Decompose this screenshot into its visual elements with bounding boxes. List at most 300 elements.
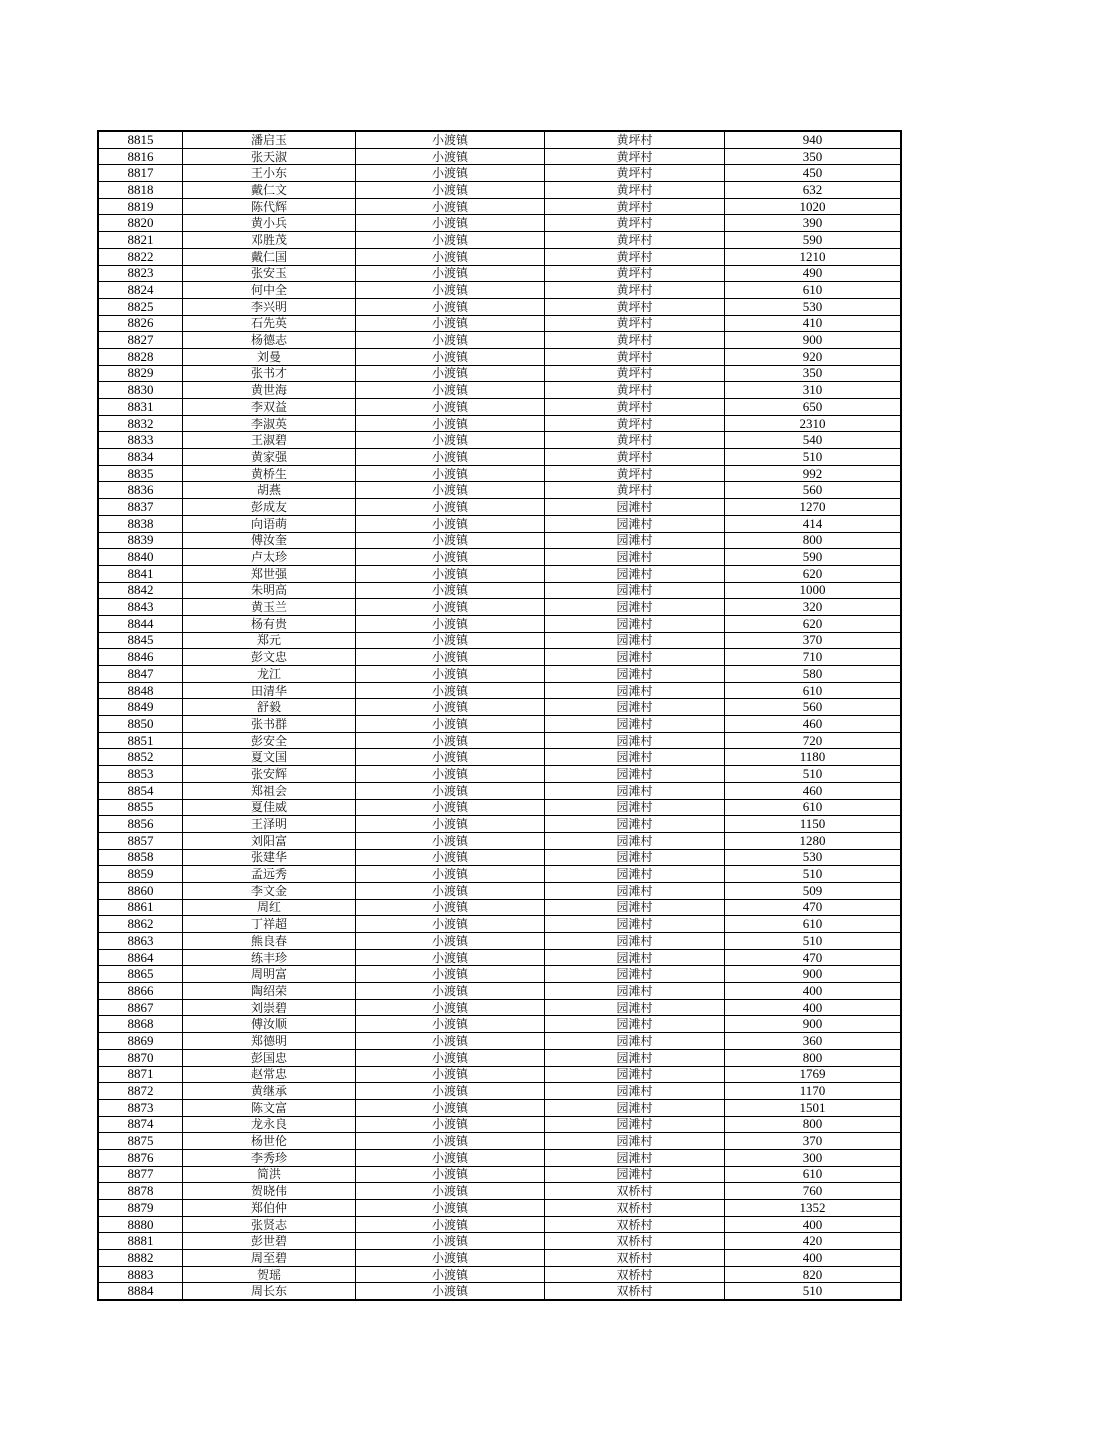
cell-name: 龙永良 bbox=[183, 1116, 356, 1133]
cell-amount: 940 bbox=[725, 131, 902, 148]
cell-village: 黄坪村 bbox=[545, 348, 725, 365]
table-row bbox=[98, 1183, 901, 1200]
cell-number: 8851 bbox=[98, 732, 183, 749]
cell-amount: 1020 bbox=[725, 198, 902, 215]
cell-name: 李文金 bbox=[183, 882, 356, 899]
cell-name: 黄家强 bbox=[183, 449, 356, 466]
cell-name: 何中全 bbox=[183, 282, 356, 299]
table-row bbox=[98, 415, 901, 432]
cell-name: 向语萌 bbox=[183, 515, 356, 532]
cell-town: 小渡镇 bbox=[356, 599, 545, 616]
cell-number: 8862 bbox=[98, 916, 183, 933]
cell-town: 小渡镇 bbox=[356, 382, 545, 399]
cell-village: 园滩村 bbox=[545, 949, 725, 966]
cell-village: 园滩村 bbox=[545, 549, 725, 566]
cell-village: 园滩村 bbox=[545, 933, 725, 950]
table-row bbox=[98, 899, 901, 916]
cell-number: 8858 bbox=[98, 849, 183, 866]
cell-name: 郑元 bbox=[183, 632, 356, 649]
cell-name: 刘曼 bbox=[183, 348, 356, 365]
cell-name: 石先英 bbox=[183, 315, 356, 332]
table-row bbox=[98, 265, 901, 282]
cell-village: 园滩村 bbox=[545, 899, 725, 916]
data-table bbox=[97, 130, 902, 1301]
cell-amount: 720 bbox=[725, 732, 902, 749]
cell-name: 彭安全 bbox=[183, 732, 356, 749]
cell-number: 8860 bbox=[98, 882, 183, 899]
cell-name: 黄世海 bbox=[183, 382, 356, 399]
cell-number: 8850 bbox=[98, 716, 183, 733]
cell-town: 小渡镇 bbox=[356, 866, 545, 883]
cell-village: 园滩村 bbox=[545, 682, 725, 699]
cell-name: 夏文国 bbox=[183, 749, 356, 766]
cell-number: 8854 bbox=[98, 782, 183, 799]
cell-number: 8833 bbox=[98, 432, 183, 449]
cell-town: 小渡镇 bbox=[356, 449, 545, 466]
table-row bbox=[98, 465, 901, 482]
table-row bbox=[98, 532, 901, 549]
cell-name: 简洪 bbox=[183, 1166, 356, 1183]
cell-village: 园滩村 bbox=[545, 866, 725, 883]
cell-town: 小渡镇 bbox=[356, 549, 545, 566]
cell-number: 8869 bbox=[98, 1033, 183, 1050]
cell-village: 园滩村 bbox=[545, 1033, 725, 1050]
cell-amount: 1501 bbox=[725, 1099, 902, 1116]
table-row bbox=[98, 966, 901, 983]
cell-town: 小渡镇 bbox=[356, 198, 545, 215]
cell-town: 小渡镇 bbox=[356, 1283, 545, 1300]
cell-name: 丁祥超 bbox=[183, 916, 356, 933]
cell-amount: 590 bbox=[725, 232, 902, 249]
cell-name: 王淑碧 bbox=[183, 432, 356, 449]
cell-amount: 450 bbox=[725, 165, 902, 182]
cell-number: 8846 bbox=[98, 649, 183, 666]
cell-village: 园滩村 bbox=[545, 832, 725, 849]
cell-name: 杨世伦 bbox=[183, 1133, 356, 1150]
cell-town: 小渡镇 bbox=[356, 148, 545, 165]
cell-village: 黄坪村 bbox=[545, 449, 725, 466]
cell-name: 张建华 bbox=[183, 849, 356, 866]
cell-village: 园滩村 bbox=[545, 615, 725, 632]
cell-town: 小渡镇 bbox=[356, 582, 545, 599]
cell-town: 小渡镇 bbox=[356, 1200, 545, 1217]
cell-town: 小渡镇 bbox=[356, 666, 545, 683]
cell-amount: 1000 bbox=[725, 582, 902, 599]
cell-number: 8875 bbox=[98, 1133, 183, 1150]
cell-town: 小渡镇 bbox=[356, 849, 545, 866]
cell-village: 园滩村 bbox=[545, 782, 725, 799]
cell-town: 小渡镇 bbox=[356, 632, 545, 649]
cell-name: 陈代辉 bbox=[183, 198, 356, 215]
cell-village: 黄坪村 bbox=[545, 232, 725, 249]
cell-name: 夏佳威 bbox=[183, 799, 356, 816]
cell-town: 小渡镇 bbox=[356, 749, 545, 766]
table-row bbox=[98, 232, 901, 249]
table-row bbox=[98, 1099, 901, 1116]
cell-name: 彭文忠 bbox=[183, 649, 356, 666]
cell-amount: 530 bbox=[725, 849, 902, 866]
cell-town: 小渡镇 bbox=[356, 1250, 545, 1267]
cell-village: 黄坪村 bbox=[545, 165, 725, 182]
cell-number: 8816 bbox=[98, 148, 183, 165]
cell-name: 舒毅 bbox=[183, 699, 356, 716]
table-row bbox=[98, 399, 901, 416]
cell-village: 园滩村 bbox=[545, 849, 725, 866]
table-body bbox=[98, 131, 901, 1300]
cell-number: 8857 bbox=[98, 832, 183, 849]
cell-name: 戴仁国 bbox=[183, 248, 356, 265]
cell-amount: 400 bbox=[725, 983, 902, 1000]
cell-number: 8859 bbox=[98, 866, 183, 883]
cell-village: 黄坪村 bbox=[545, 415, 725, 432]
cell-number: 8852 bbox=[98, 749, 183, 766]
cell-number: 8848 bbox=[98, 682, 183, 699]
cell-name: 黄桥生 bbox=[183, 465, 356, 482]
cell-amount: 800 bbox=[725, 1116, 902, 1133]
cell-amount: 530 bbox=[725, 298, 902, 315]
cell-number: 8826 bbox=[98, 315, 183, 332]
cell-town: 小渡镇 bbox=[356, 565, 545, 582]
cell-village: 黄坪村 bbox=[545, 148, 725, 165]
cell-village: 园滩村 bbox=[545, 565, 725, 582]
cell-number: 8819 bbox=[98, 198, 183, 215]
cell-town: 小渡镇 bbox=[356, 1149, 545, 1166]
cell-number: 8853 bbox=[98, 766, 183, 783]
cell-name: 练丰珍 bbox=[183, 949, 356, 966]
table-row bbox=[98, 933, 901, 950]
cell-number: 8818 bbox=[98, 182, 183, 199]
cell-village: 双桥村 bbox=[545, 1283, 725, 1300]
table-row bbox=[98, 432, 901, 449]
cell-town: 小渡镇 bbox=[356, 1033, 545, 1050]
cell-name: 黄小兵 bbox=[183, 215, 356, 232]
cell-number: 8839 bbox=[98, 532, 183, 549]
table-row bbox=[98, 1250, 901, 1267]
cell-village: 园滩村 bbox=[545, 799, 725, 816]
cell-amount: 820 bbox=[725, 1266, 902, 1283]
cell-town: 小渡镇 bbox=[356, 882, 545, 899]
cell-amount: 590 bbox=[725, 549, 902, 566]
cell-village: 园滩村 bbox=[545, 1149, 725, 1166]
cell-town: 小渡镇 bbox=[356, 1016, 545, 1033]
cell-village: 园滩村 bbox=[545, 649, 725, 666]
cell-village: 黄坪村 bbox=[545, 382, 725, 399]
cell-amount: 370 bbox=[725, 632, 902, 649]
cell-number: 8847 bbox=[98, 666, 183, 683]
cell-number: 8871 bbox=[98, 1066, 183, 1083]
cell-amount: 610 bbox=[725, 1166, 902, 1183]
cell-village: 园滩村 bbox=[545, 499, 725, 516]
table-row bbox=[98, 1233, 901, 1250]
cell-village: 园滩村 bbox=[545, 749, 725, 766]
cell-name: 傅汝顺 bbox=[183, 1016, 356, 1033]
cell-village: 园滩村 bbox=[545, 699, 725, 716]
cell-town: 小渡镇 bbox=[356, 499, 545, 516]
cell-town: 小渡镇 bbox=[356, 1133, 545, 1150]
cell-number: 8844 bbox=[98, 615, 183, 632]
cell-amount: 580 bbox=[725, 666, 902, 683]
cell-town: 小渡镇 bbox=[356, 165, 545, 182]
cell-amount: 509 bbox=[725, 882, 902, 899]
cell-number: 8872 bbox=[98, 1083, 183, 1100]
cell-name: 周长东 bbox=[183, 1283, 356, 1300]
cell-town: 小渡镇 bbox=[356, 999, 545, 1016]
table-row bbox=[98, 449, 901, 466]
cell-village: 黄坪村 bbox=[545, 465, 725, 482]
cell-village: 黄坪村 bbox=[545, 248, 725, 265]
cell-village: 园滩村 bbox=[545, 1066, 725, 1083]
cell-name: 张书群 bbox=[183, 716, 356, 733]
table-row bbox=[98, 248, 901, 265]
cell-town: 小渡镇 bbox=[356, 415, 545, 432]
cell-village: 双桥村 bbox=[545, 1216, 725, 1233]
table-row bbox=[98, 348, 901, 365]
cell-village: 园滩村 bbox=[545, 666, 725, 683]
cell-name: 陶绍荣 bbox=[183, 983, 356, 1000]
cell-name: 李双益 bbox=[183, 399, 356, 416]
cell-name: 王泽明 bbox=[183, 816, 356, 833]
cell-village: 黄坪村 bbox=[545, 198, 725, 215]
table-row bbox=[98, 1149, 901, 1166]
cell-name: 张安玉 bbox=[183, 265, 356, 282]
table-row bbox=[98, 332, 901, 349]
table-row bbox=[98, 1216, 901, 1233]
cell-amount: 610 bbox=[725, 682, 902, 699]
cell-amount: 360 bbox=[725, 1033, 902, 1050]
table-row bbox=[98, 1033, 901, 1050]
cell-number: 8829 bbox=[98, 365, 183, 382]
cell-number: 8876 bbox=[98, 1149, 183, 1166]
cell-town: 小渡镇 bbox=[356, 949, 545, 966]
cell-town: 小渡镇 bbox=[356, 1049, 545, 1066]
cell-name: 张贤志 bbox=[183, 1216, 356, 1233]
cell-town: 小渡镇 bbox=[356, 1216, 545, 1233]
cell-village: 园滩村 bbox=[545, 732, 725, 749]
cell-number: 8835 bbox=[98, 465, 183, 482]
cell-number: 8864 bbox=[98, 949, 183, 966]
cell-town: 小渡镇 bbox=[356, 248, 545, 265]
cell-town: 小渡镇 bbox=[356, 1183, 545, 1200]
cell-town: 小渡镇 bbox=[356, 365, 545, 382]
cell-number: 8849 bbox=[98, 699, 183, 716]
cell-town: 小渡镇 bbox=[356, 832, 545, 849]
cell-amount: 1270 bbox=[725, 499, 902, 516]
cell-village: 黄坪村 bbox=[545, 298, 725, 315]
cell-number: 8877 bbox=[98, 1166, 183, 1183]
cell-amount: 620 bbox=[725, 615, 902, 632]
cell-amount: 1170 bbox=[725, 1083, 902, 1100]
cell-name: 邓胜茂 bbox=[183, 232, 356, 249]
cell-name: 杨有贵 bbox=[183, 615, 356, 632]
cell-village: 园滩村 bbox=[545, 716, 725, 733]
cell-number: 8882 bbox=[98, 1250, 183, 1267]
cell-name: 郑祖会 bbox=[183, 782, 356, 799]
cell-number: 8828 bbox=[98, 348, 183, 365]
table-row bbox=[98, 315, 901, 332]
cell-village: 双桥村 bbox=[545, 1233, 725, 1250]
table-row bbox=[98, 1266, 901, 1283]
cell-name: 郑伯仲 bbox=[183, 1200, 356, 1217]
cell-number: 8883 bbox=[98, 1266, 183, 1283]
cell-amount: 1210 bbox=[725, 248, 902, 265]
cell-number: 8873 bbox=[98, 1099, 183, 1116]
cell-village: 黄坪村 bbox=[545, 365, 725, 382]
cell-amount: 400 bbox=[725, 1250, 902, 1267]
cell-amount: 460 bbox=[725, 782, 902, 799]
cell-town: 小渡镇 bbox=[356, 265, 545, 282]
cell-town: 小渡镇 bbox=[356, 399, 545, 416]
cell-town: 小渡镇 bbox=[356, 332, 545, 349]
cell-amount: 510 bbox=[725, 933, 902, 950]
cell-amount: 300 bbox=[725, 1149, 902, 1166]
cell-name: 刘阳富 bbox=[183, 832, 356, 849]
cell-village: 园滩村 bbox=[545, 966, 725, 983]
cell-town: 小渡镇 bbox=[356, 515, 545, 532]
cell-number: 8820 bbox=[98, 215, 183, 232]
cell-amount: 900 bbox=[725, 332, 902, 349]
cell-village: 黄坪村 bbox=[545, 182, 725, 199]
cell-number: 8837 bbox=[98, 499, 183, 516]
table-row bbox=[98, 549, 901, 566]
cell-village: 黄坪村 bbox=[545, 265, 725, 282]
cell-name: 贺晓伟 bbox=[183, 1183, 356, 1200]
cell-town: 小渡镇 bbox=[356, 432, 545, 449]
table-row bbox=[98, 649, 901, 666]
cell-number: 8867 bbox=[98, 999, 183, 1016]
table-row bbox=[98, 1133, 901, 1150]
cell-name: 刘崇碧 bbox=[183, 999, 356, 1016]
cell-town: 小渡镇 bbox=[356, 1066, 545, 1083]
cell-town: 小渡镇 bbox=[356, 215, 545, 232]
cell-number: 8879 bbox=[98, 1200, 183, 1217]
cell-name: 戴仁文 bbox=[183, 182, 356, 199]
table-row bbox=[98, 816, 901, 833]
cell-village: 园滩村 bbox=[545, 599, 725, 616]
cell-name: 张天淑 bbox=[183, 148, 356, 165]
table-row bbox=[98, 1200, 901, 1217]
cell-amount: 460 bbox=[725, 716, 902, 733]
cell-town: 小渡镇 bbox=[356, 816, 545, 833]
table-row bbox=[98, 799, 901, 816]
cell-village: 园滩村 bbox=[545, 1099, 725, 1116]
cell-amount: 760 bbox=[725, 1183, 902, 1200]
table-row bbox=[98, 1116, 901, 1133]
cell-town: 小渡镇 bbox=[356, 615, 545, 632]
cell-number: 8823 bbox=[98, 265, 183, 282]
table-row bbox=[98, 499, 901, 516]
cell-village: 黄坪村 bbox=[545, 215, 725, 232]
cell-village: 园滩村 bbox=[545, 1116, 725, 1133]
cell-town: 小渡镇 bbox=[356, 1116, 545, 1133]
cell-amount: 1769 bbox=[725, 1066, 902, 1083]
cell-number: 8831 bbox=[98, 399, 183, 416]
cell-village: 双桥村 bbox=[545, 1266, 725, 1283]
table-row bbox=[98, 382, 901, 399]
cell-amount: 310 bbox=[725, 382, 902, 399]
cell-town: 小渡镇 bbox=[356, 1233, 545, 1250]
cell-name: 李淑英 bbox=[183, 415, 356, 432]
table-row bbox=[98, 716, 901, 733]
cell-town: 小渡镇 bbox=[356, 899, 545, 916]
table-row bbox=[98, 666, 901, 683]
cell-village: 园滩村 bbox=[545, 816, 725, 833]
table-row bbox=[98, 582, 901, 599]
cell-village: 园滩村 bbox=[545, 983, 725, 1000]
cell-name: 傅汝奎 bbox=[183, 532, 356, 549]
cell-number: 8824 bbox=[98, 282, 183, 299]
table-row bbox=[98, 148, 901, 165]
table-row bbox=[98, 766, 901, 783]
cell-name: 彭成友 bbox=[183, 499, 356, 516]
cell-town: 小渡镇 bbox=[356, 1099, 545, 1116]
cell-number: 8841 bbox=[98, 565, 183, 582]
cell-amount: 900 bbox=[725, 966, 902, 983]
table-row bbox=[98, 565, 901, 582]
cell-amount: 992 bbox=[725, 465, 902, 482]
cell-town: 小渡镇 bbox=[356, 732, 545, 749]
cell-town: 小渡镇 bbox=[356, 482, 545, 499]
cell-amount: 800 bbox=[725, 532, 902, 549]
cell-number: 8838 bbox=[98, 515, 183, 532]
cell-amount: 1352 bbox=[725, 1200, 902, 1217]
cell-amount: 370 bbox=[725, 1133, 902, 1150]
cell-amount: 900 bbox=[725, 1016, 902, 1033]
table-row bbox=[98, 699, 901, 716]
cell-village: 双桥村 bbox=[545, 1250, 725, 1267]
cell-town: 小渡镇 bbox=[356, 465, 545, 482]
cell-village: 黄坪村 bbox=[545, 131, 725, 148]
cell-name: 赵常忠 bbox=[183, 1066, 356, 1083]
table-row bbox=[98, 215, 901, 232]
cell-number: 8866 bbox=[98, 983, 183, 1000]
cell-name: 周红 bbox=[183, 899, 356, 916]
cell-village: 园滩村 bbox=[545, 1166, 725, 1183]
cell-amount: 1180 bbox=[725, 749, 902, 766]
cell-amount: 410 bbox=[725, 315, 902, 332]
cell-village: 园滩村 bbox=[545, 916, 725, 933]
table-row bbox=[98, 916, 901, 933]
cell-name: 黄继承 bbox=[183, 1083, 356, 1100]
cell-number: 8834 bbox=[98, 449, 183, 466]
cell-number: 8843 bbox=[98, 599, 183, 616]
cell-amount: 350 bbox=[725, 148, 902, 165]
cell-number: 8861 bbox=[98, 899, 183, 916]
table-row bbox=[98, 832, 901, 849]
cell-name: 王小东 bbox=[183, 165, 356, 182]
cell-number: 8863 bbox=[98, 933, 183, 950]
cell-amount: 414 bbox=[725, 515, 902, 532]
cell-amount: 510 bbox=[725, 1283, 902, 1300]
cell-town: 小渡镇 bbox=[356, 699, 545, 716]
cell-amount: 510 bbox=[725, 766, 902, 783]
cell-amount: 650 bbox=[725, 399, 902, 416]
table-row bbox=[98, 1166, 901, 1183]
cell-name: 张书才 bbox=[183, 365, 356, 382]
table-row bbox=[98, 849, 901, 866]
cell-town: 小渡镇 bbox=[356, 716, 545, 733]
cell-number: 8865 bbox=[98, 966, 183, 983]
cell-number: 8836 bbox=[98, 482, 183, 499]
cell-village: 园滩村 bbox=[545, 999, 725, 1016]
cell-number: 8855 bbox=[98, 799, 183, 816]
table-row bbox=[98, 298, 901, 315]
cell-number: 8832 bbox=[98, 415, 183, 432]
cell-town: 小渡镇 bbox=[356, 966, 545, 983]
cell-number: 8870 bbox=[98, 1049, 183, 1066]
table-row bbox=[98, 515, 901, 532]
cell-town: 小渡镇 bbox=[356, 916, 545, 933]
cell-name: 郑德明 bbox=[183, 1033, 356, 1050]
